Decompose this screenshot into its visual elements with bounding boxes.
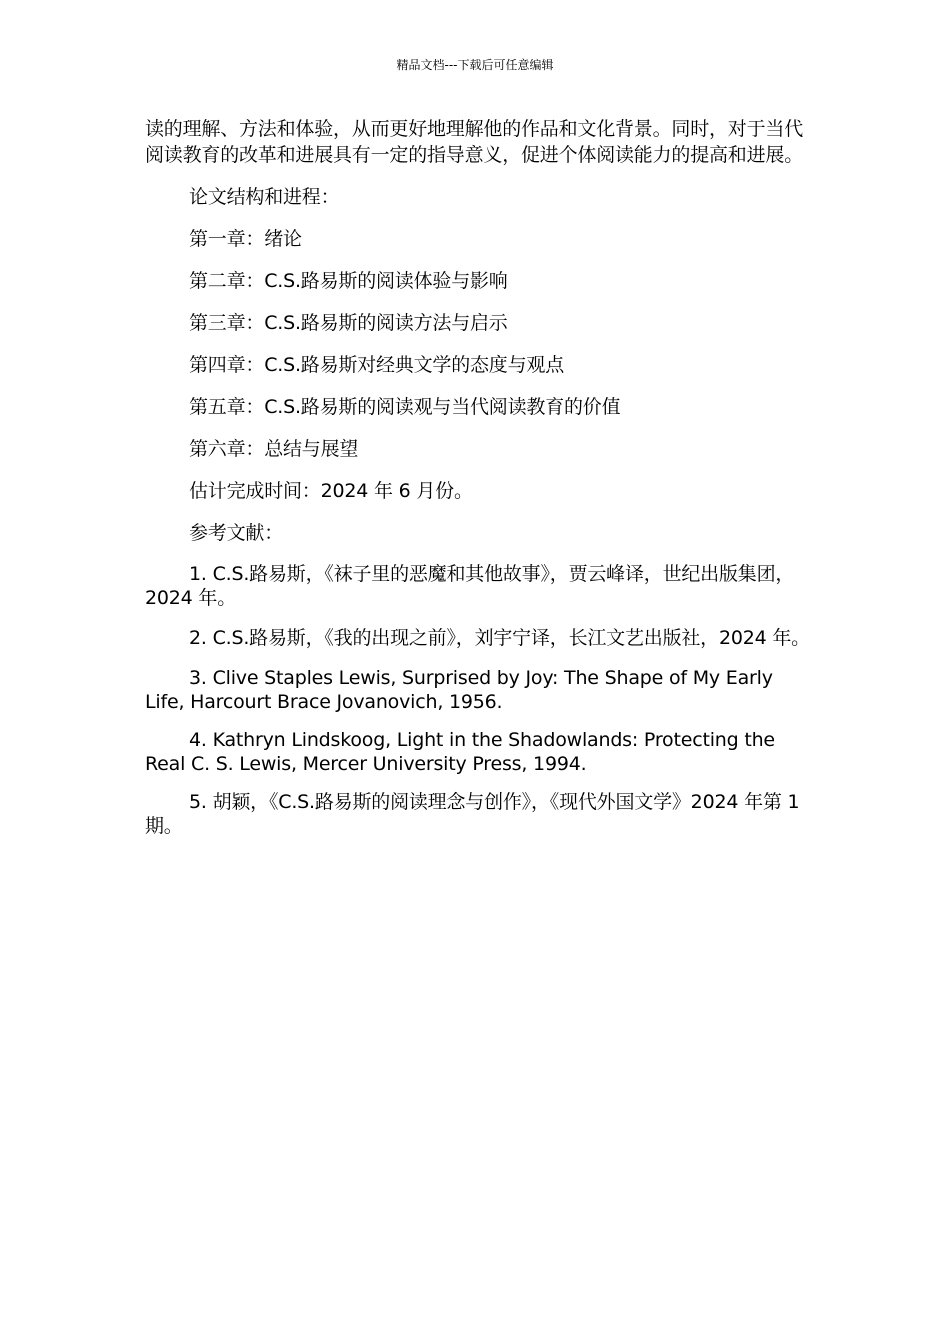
structure-heading: 论文结构和进程：: [189, 186, 340, 208]
reference-3: 3. Clive Staples Lewis, Surprised by Joy: The Shape of My Early Life, Harcourt Brace Jovanovich, 1956.: [145, 667, 773, 713]
completion-time: 估计完成时间：2024 年 6 月份。: [189, 480, 473, 502]
chapter-5: 第五章：C.S.路易斯的阅读观与当代阅读教育的价值: [189, 396, 621, 418]
reference-1: 1. C.S.路易斯，《袜子里的恶魔和其他故事》，贾云峰译，世纪出版集团，2024 年。: [145, 563, 795, 609]
intro-paragraph: 读的理解、方法和体验，从而更好地理解他的作品和文化背景。同时，对于当代阅读教育的改革和进展具有一定的指导意义，促进个体阅读能力的提高和进展。: [145, 118, 804, 166]
page-header: 精品文档---下载后可任意编辑: [396, 58, 554, 72]
reference-5: 5. 胡颖，《C.S.路易斯的阅读理念与创作》，《现代外国文学》2024 年第 1 期。: [145, 791, 800, 837]
reference-2: 2. C.S.路易斯，《我的出现之前》，刘宇宁译，长江文艺出版社，2024 年。: [189, 627, 810, 649]
chapter-6: 第六章：总结与展望: [189, 438, 359, 460]
document-body: [145, 116, 810, 838]
references-heading: 参考文献：: [189, 522, 284, 544]
chapter-3: 第三章：C.S.路易斯的阅读方法与启示: [189, 312, 508, 334]
chapter-4: 第四章：C.S.路易斯对经典文学的态度与观点: [189, 354, 565, 376]
reference-4: 4. Kathryn Lindskoog, Light in the Shadowlands: Protecting the Real C. S. Lewis, Mercer University Press, 1994.: [145, 729, 775, 775]
chapter-2: 第二章：C.S.路易斯的阅读体验与影响: [189, 270, 508, 292]
chapter-1: 第一章：绪论: [189, 228, 302, 250]
